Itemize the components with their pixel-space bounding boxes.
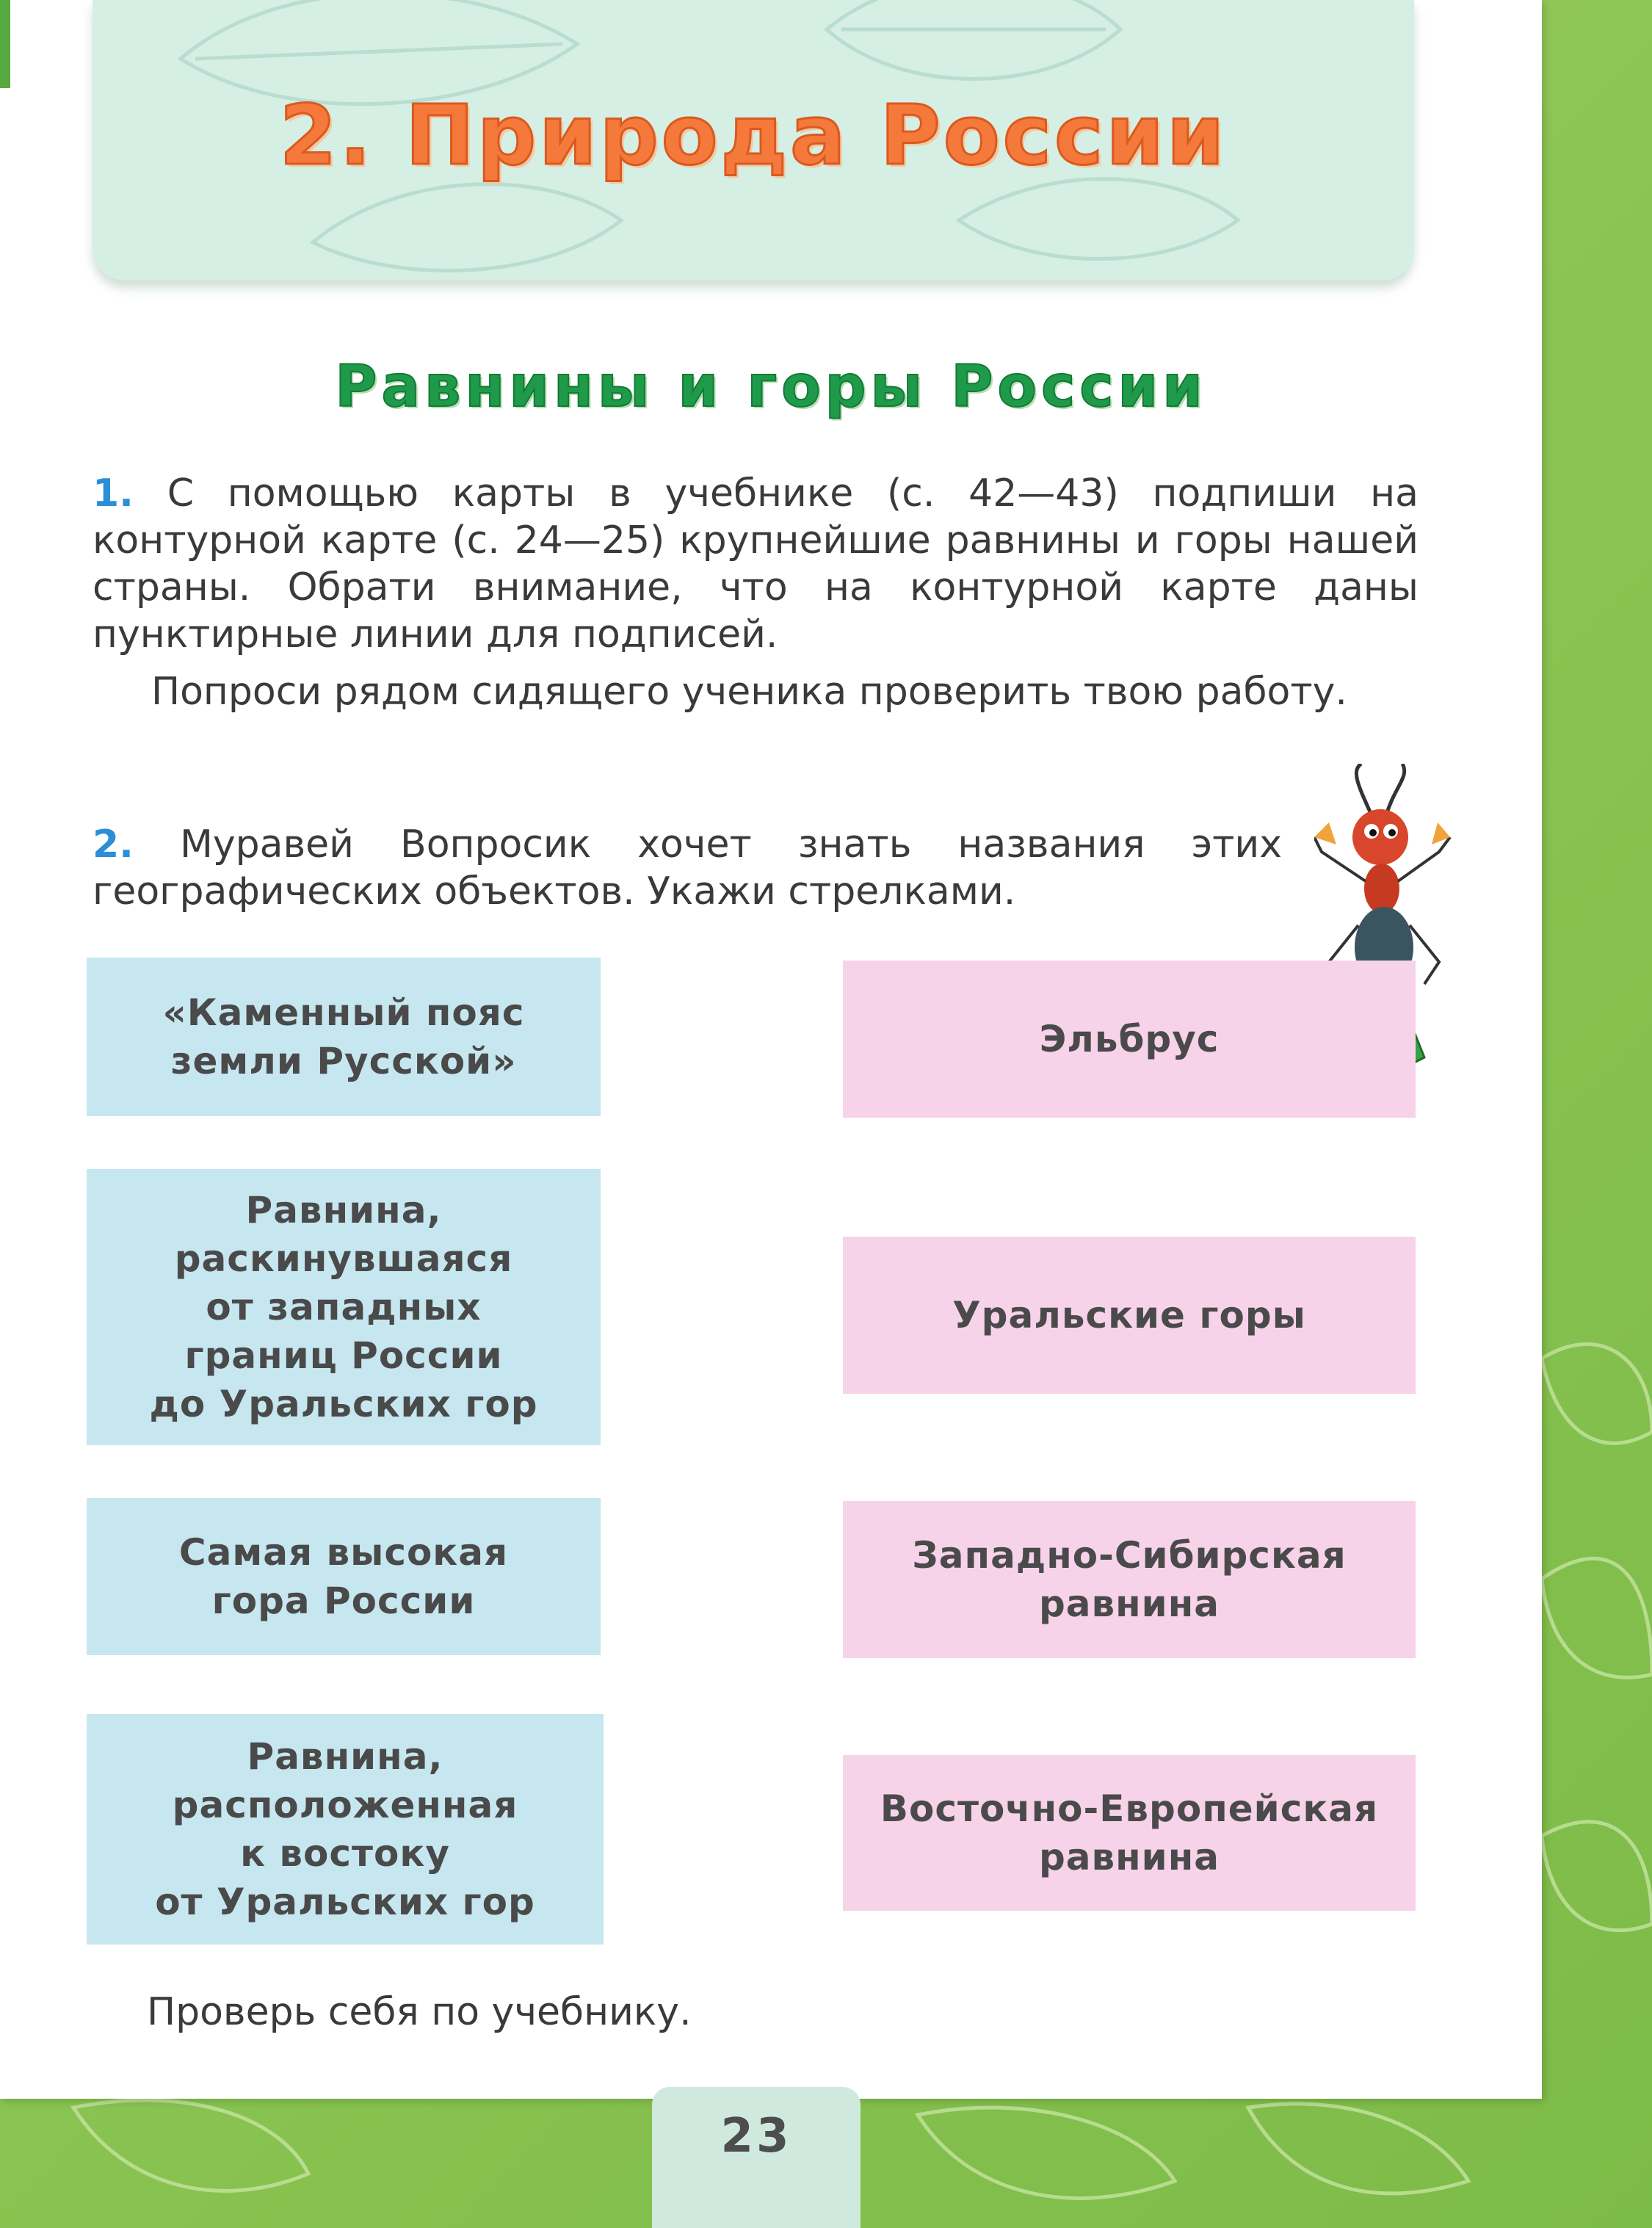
task-1-paragraph-2 xyxy=(93,668,1419,715)
task-2-paragraph xyxy=(93,821,1282,915)
description-box-2-line-1: Равнина, xyxy=(245,1189,442,1231)
description-box-3[interactable] xyxy=(87,1498,601,1655)
task-1-number: 1. xyxy=(93,471,134,516)
description-box-2-line-4: границ России xyxy=(184,1334,503,1377)
task-2-text: Муравей Вопросик хочет знать названия этих географических объектов. Укажи стрелками. xyxy=(93,822,1282,914)
name-box-east-european-plain[interactable] xyxy=(843,1755,1416,1911)
chapter-title: 2. Природа России xyxy=(279,88,1228,184)
description-box-4-line-2: расположенная xyxy=(172,1784,518,1826)
description-box-2-line-2: раскинувшаяся xyxy=(174,1237,513,1280)
description-box-4-line-1: Равнина, xyxy=(247,1735,443,1778)
task-1-text-2: Попроси рядом сидящего ученика проверить твою работу. xyxy=(151,670,1347,714)
description-box-1-line-1: «Каменный пояс xyxy=(162,991,525,1034)
description-box-1[interactable] xyxy=(87,958,601,1116)
name-box-ural-mountains-line-1: Уральские горы xyxy=(952,1294,1306,1337)
name-box-east-european-plain-line-1: Восточно-Европейская xyxy=(880,1787,1379,1830)
name-box-elbrus[interactable] xyxy=(843,961,1416,1118)
name-box-west-siberian-plain-line-2: равнина xyxy=(1038,1583,1220,1625)
name-box-east-european-plain-line-2: равнина xyxy=(1038,1836,1220,1878)
description-box-4-line-3: к востоку xyxy=(240,1832,450,1875)
left-margin-strip xyxy=(0,0,10,88)
description-box-2[interactable] xyxy=(87,1169,601,1445)
page-number-tab xyxy=(652,2087,861,2228)
description-box-4-line-4: от Уральских гор xyxy=(155,1881,535,1923)
chapter-header-panel xyxy=(93,0,1414,281)
description-box-1-line-2: земли Русской» xyxy=(170,1040,517,1082)
description-box-2-line-3: от западных xyxy=(206,1286,482,1328)
section-title: Равнины и горы России xyxy=(335,354,1207,420)
name-box-ural-mountains[interactable] xyxy=(843,1237,1416,1394)
self-check-text: Проверь себя по учебнику. xyxy=(147,1990,692,2034)
name-box-elbrus-line-1: Эльбрус xyxy=(1039,1018,1220,1060)
name-box-west-siberian-plain-line-1: Западно-Сибирская xyxy=(912,1534,1347,1577)
task-1-paragraph xyxy=(93,470,1419,658)
description-box-3-line-1: Самая высокая xyxy=(178,1531,509,1574)
description-box-2-line-5: до Уральских гор xyxy=(149,1383,538,1425)
task-1-text: С помощью карты в учебнике (с. 42—43) подпиши на контурной карте (с. 24—25) крупнейшие равнины и горы нашей страны. Обрати внимание, что на контурной карте даны пунктирные линии для подписей. xyxy=(93,471,1419,657)
name-box-west-siberian-plain[interactable] xyxy=(843,1501,1416,1658)
task-2-number: 2. xyxy=(93,822,134,867)
description-box-4[interactable] xyxy=(87,1714,604,1945)
description-box-3-line-2: гора России xyxy=(211,1580,476,1622)
page-number: 23 xyxy=(720,2109,792,2163)
